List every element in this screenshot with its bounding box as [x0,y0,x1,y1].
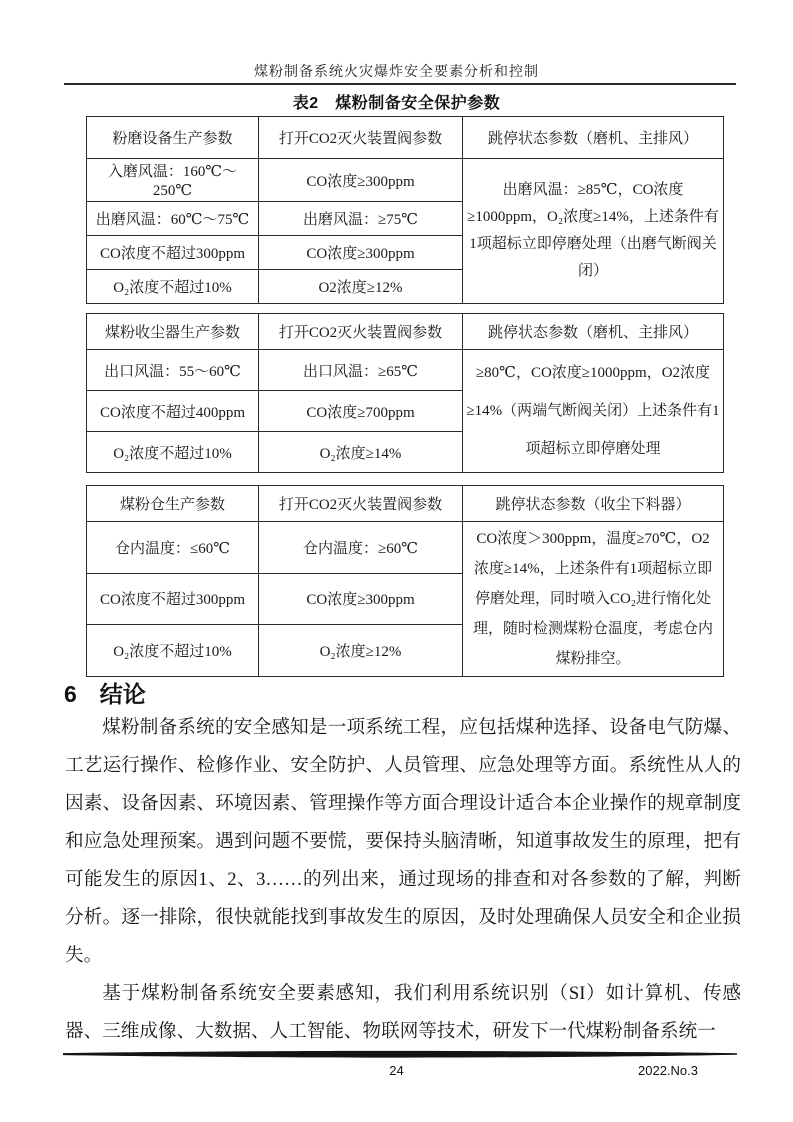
column-header: 打开CO2灭火装置阀参数 [259,314,463,350]
column-header: 跳停状态参数（收尘下料器） [463,486,724,522]
dust-collector-params-table [86,313,724,473]
coal-bunker-params-table [86,485,724,677]
paragraph: 基于煤粉制备系统安全要素感知，我们利用系统识别（SI）如计算机、传感器、三维成像、大数据、人工智能、物联网等技术，研发下一代煤粉制备系统一 [65,983,741,1042]
table-cell: 出口风温：55～60℃ [87,350,259,391]
header-divider [64,83,736,85]
table-cell: O₂浓度≥14% [259,432,463,473]
issue-label: 2022.No.3 [638,1063,698,1078]
trip-condition-cell: CO浓度＞300ppm，温度≥70℃，O2浓度≥14%，上述条件有1项超标立即停磨处理，同时喷入CO₂进行惰化处理，随时检测煤粉仓温度，考虑仓内煤粉排空。 [463,522,724,677]
table-row [87,350,724,391]
table-cell: CO浓度不超过300ppm [87,573,259,625]
table-header-row [87,486,724,522]
table-cell: 入磨风温：160℃～250℃ [87,159,259,202]
table-row [87,522,724,574]
column-header: 跳停状态参数（磨机、主排风） [463,314,724,350]
table-cell: CO浓度≥300ppm [259,159,463,202]
table-cell: CO浓度不超过400ppm [87,391,259,432]
table-cell: O₂浓度≥12% [259,625,463,677]
table-cell: CO浓度≥300ppm [259,573,463,625]
table-cell: 仓内温度：≥60℃ [259,522,463,574]
mill-equipment-params-table [86,116,724,304]
section-heading-conclusion: 6 结论 [64,681,146,707]
table-row [87,159,724,202]
conclusion-body [65,709,741,1051]
table-cell: 仓内温度：≤60℃ [87,522,259,574]
page-number: 24 [389,1063,404,1078]
column-header: 打开CO2灭火装置阀参数 [259,117,463,159]
table-cell: 出口风温：≥65℃ [259,350,463,391]
running-header: 煤粉制备系统火灾爆炸安全要素分析和控制 [254,65,539,80]
column-header: 粉磨设备生产参数 [87,117,259,159]
table-cell: O2浓度≥12% [259,270,463,304]
column-header: 煤粉仓生产参数 [87,486,259,522]
table-cell: 出磨风温：60℃～75℃ [87,202,259,236]
table-cell: CO浓度≥700ppm [259,391,463,432]
column-header: 煤粉收尘器生产参数 [87,314,259,350]
footer-divider [63,1050,737,1059]
table-cell: O₂浓度不超过10% [87,270,259,304]
table-caption: 表2 煤粉制备安全保护参数 [292,95,501,112]
table-cell: CO浓度不超过300ppm [87,236,259,270]
trip-condition-cell: 出磨风温：≥85℃，CO浓度≥1000ppm，O₂浓度≥14%，上述条件有1项超标立即停磨处理（出磨气断阀关闭） [463,159,724,304]
paragraph: 煤粉制备系统的安全感知是一项系统工程，应包括煤种选择、设备电气防爆、工艺运行操作、检修作业、安全防护、人员管理、应急处理等方面。系统性从人的因素、设备因素、环境因素、管理操作等方面合理设计适合本企业操作的规章制度和应急处理预案。遇到问题不要慌，要保持头脑清晰，知道事故发生的原理，把有可能发生的原因1、2、3……的列出来，通过现场的排查和对各参数的了解，判断分析。逐一排除，很快就能找到事故发生的原因，及时处理确保人员安全和企业损失。 [65,717,741,966]
table-header-row [87,314,724,350]
table-header-row [87,117,724,159]
trip-condition-cell: ≥80℃，CO浓度≥1000ppm，O2浓度≥14%（两端气断阀关闭）上述条件有1项超标立即停磨处理 [463,350,724,473]
table-cell: CO浓度≥300ppm [259,236,463,270]
column-header: 跳停状态参数（磨机、主排风） [463,117,724,159]
column-header: 打开CO2灭火装置阀参数 [259,486,463,522]
table-cell: O₂浓度不超过10% [87,432,259,473]
table-cell: 出磨风温：≥75℃ [259,202,463,236]
table-cell: O₂浓度不超过10% [87,625,259,677]
